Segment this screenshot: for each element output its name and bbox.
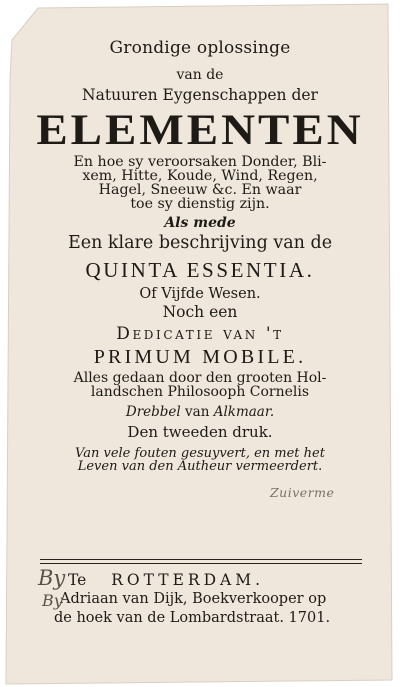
van-word: van [185, 403, 210, 420]
author-paragraph [34, 371, 366, 399]
author-line: landschen Philosooph Cornelis [90, 383, 310, 400]
dedicatie-line: Dedicatie van 't [116, 323, 284, 344]
title-page [34, 34, 366, 473]
imprint-city-row [46, 570, 366, 590]
edition-line: Den tweeden druk. [127, 423, 273, 442]
imprint-city: ROTTERDAM. [111, 571, 264, 589]
handwritten-by: By [38, 566, 66, 590]
imprint-address-row: de hoek van de Lombardstraat. 1701. [54, 609, 331, 626]
natuur-line: Natuuren Eygenschappen der [82, 86, 318, 104]
body-line: toe sy dienstig zijn. [130, 196, 270, 213]
primum-heading: PRIMUM MOBILE. [93, 345, 307, 368]
klare-line: Een klare beschrijving van de [67, 233, 333, 254]
body-line: Hagel, Sneeuw &c. En waar [98, 181, 302, 198]
revision-paragraph [34, 447, 366, 473]
drebbel-line [34, 403, 366, 420]
body-line: En hoe sy veroorsaken Donder, Bli- [73, 153, 327, 170]
handwritten-by-second: By [42, 591, 63, 610]
elementen-heading: ELEMENTEN [36, 105, 364, 154]
revision-line: Leven van den Autheur vermeerdert. [77, 459, 323, 475]
body-paragraph [34, 155, 366, 212]
author-line: Alles gedaan door den grooten Hol- [73, 369, 327, 386]
alkmaar-name: Alkmaar. [213, 403, 275, 420]
quinta-heading: QUINTA ESSENTIA. [85, 257, 315, 282]
title-line: Grondige oplossinge [109, 38, 291, 58]
noch-line: Noch een [162, 303, 238, 322]
handwritten-annotation: Zuiverme [270, 485, 335, 500]
imprint-printer-row: Adriaan van Dijk, Boekverkooper op [60, 591, 327, 608]
drebbel-name: Drebbel [125, 403, 181, 420]
van-de-line: van de [176, 67, 224, 83]
double-rule-divider [40, 559, 362, 564]
imprint-te: Te [68, 571, 87, 589]
als-mede-line: Als mede [164, 215, 236, 232]
revision-line: Van vele fouten gesuyvert, en met het [75, 446, 325, 462]
body-line: xem, Hitte, Koude, Wind, Regen, [82, 167, 318, 184]
imprint-block [46, 570, 366, 628]
vijfde-line: Of Vijfde Wesen. [139, 285, 261, 302]
